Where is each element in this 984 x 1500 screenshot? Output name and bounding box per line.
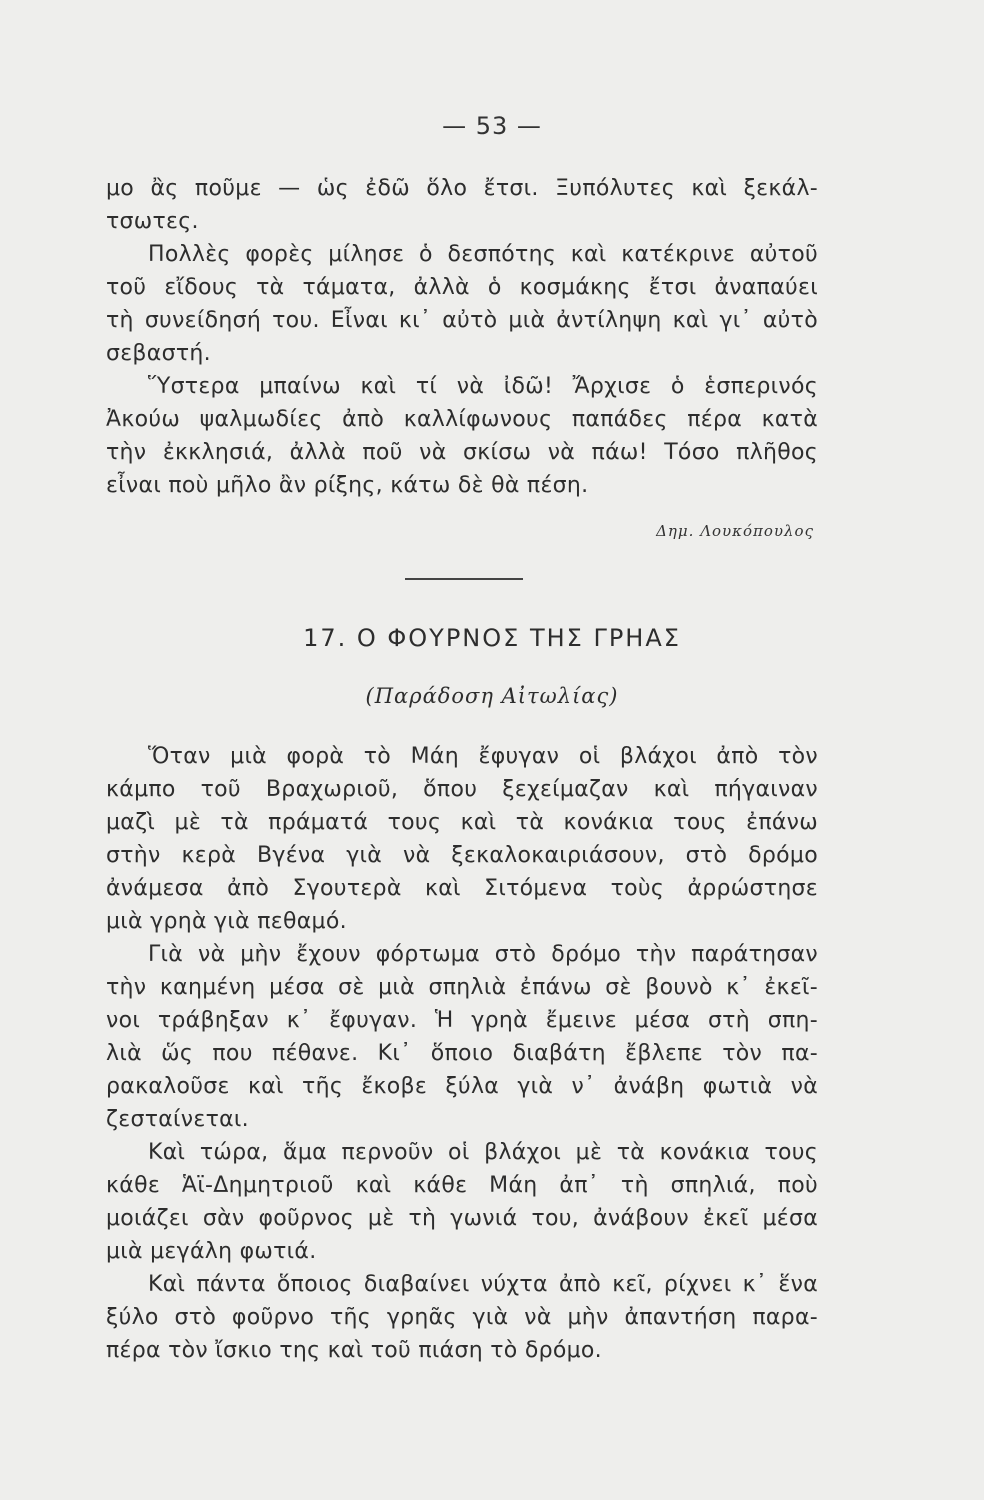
- text-line: τὴν καημένη μέσα σὲ μιὰ σπηλιὰ ἐπάνω σὲ βουνὸ κ᾿ ἐκεῖ-: [106, 975, 818, 1000]
- text-line: λιὰ ὥς που πέθανε. Κι᾿ ὅποιο διαβάτη ἔβλεπε τὸν πα-: [106, 1041, 818, 1066]
- text-line: Πολλὲς φορὲς μίλησε ὁ δεσπότης καὶ κατέκρινε αὐτοῦ: [148, 242, 818, 267]
- text-line: Καὶ πάντα ὅποιος διαβαίνει νύχτα ἀπὸ κεῖ, ρίχνει κ᾿ ἕνα: [148, 1272, 818, 1297]
- text-line: νοι τράβηξαν κ᾿ ἔφυγαν. Ἡ γρηὰ ἔμεινε μέσα στὴ σπη-: [106, 1008, 818, 1033]
- text-line: μο ἂς ποῦμε — ὡς ἐδῶ ὅλο ἔτσι. Ξυπόλυτες καὶ ξεκάλ-: [106, 176, 818, 201]
- author-signature: Δημ. Λουκόπουλος: [656, 522, 814, 540]
- text-line: Ὅταν μιὰ φορὰ τὸ Μάη ἔφυγαν οἱ βλάχοι ἀπὸ τὸν: [148, 744, 818, 769]
- text-line: Ὕστερα μπαίνω καὶ τί νὰ ἰδῶ! Ἄρχισε ὁ ἑσπερινός: [148, 374, 818, 399]
- top-text-block: [106, 172, 818, 502]
- text-line: τὴν ἐκκλησιά, ἀλλὰ ποῦ νὰ σκίσω νὰ πάω! Τόσο πλῆθος: [106, 440, 818, 465]
- section-title: 17. Ο ΦΟΥΡΝΟΣ ΤΗΣ ΓΡΗΑΣ: [303, 624, 681, 652]
- section-divider: [405, 578, 523, 580]
- text-line: ρακαλοῦσε καὶ τῆς ἔκοβε ξύλα γιὰ ν᾿ ἀνάβη φωτιὰ νὰ: [106, 1074, 818, 1099]
- text-line: κάμπο τοῦ Βραχωριοῦ, ὅπου ξεχείμαζαν καὶ πήγαιναν: [106, 777, 818, 802]
- text-line: στὴν κερὰ Βγένα γιὰ νὰ ξεκαλοκαιριάσουν, στὸ δρόμο: [106, 843, 818, 868]
- text-line: σεβαστή.: [106, 341, 211, 366]
- text-line: μοιάζει σὰν φοῦρνος μὲ τὴ γωνιά του, ἀνάβουν ἐκεῖ μέσα: [106, 1206, 818, 1231]
- section-subtitle: (Παράδοση Αἰτωλίας): [365, 684, 619, 708]
- text-line: κάθε Ἁϊ-Δημητριοῦ καὶ κάθε Μάη ἀπ᾿ τὴ σπηλιά, ποὺ: [106, 1173, 818, 1198]
- text-line: Γιὰ νὰ μὴν ἔχουν φόρτωμα στὸ δρόμο τὴν παράτησαν: [148, 942, 818, 967]
- text-line: τοῦ εἴδους τὰ τάματα, ἀλλὰ ὁ κοσμάκης ἔτσι ἀναπαύει: [106, 275, 818, 300]
- text-line: ξύλο στὸ φοῦρνο τῆς γρηᾶς γιὰ νὰ μὴν ἀπαντήση παρα-: [106, 1305, 818, 1330]
- text-line: ζεσταίνεται.: [106, 1107, 249, 1132]
- text-line: πέρα τὸν ἴσκιο της καὶ τοῦ πιάση τὸ δρόμο.: [106, 1338, 602, 1363]
- text-line: μιὰ μεγάλη φωτιά.: [106, 1239, 317, 1264]
- text-line: μιὰ γρηὰ γιὰ πεθαμό.: [106, 909, 347, 934]
- text-line: μαζὶ μὲ τὰ πράματά τους καὶ τὰ κονάκια τους ἐπάνω: [106, 810, 818, 835]
- text-line: ἀνάμεσα ἀπὸ Σγουτερὰ καὶ Σιτόμενα τοὺς ἀρρώστησε: [106, 876, 818, 901]
- text-line: Καὶ τώρα, ἅμα περνοῦν οἱ βλάχοι μὲ τὰ κονάκια τους: [148, 1140, 818, 1165]
- page-number: — 53 —: [442, 112, 542, 140]
- section-text-block: [106, 740, 818, 1367]
- text-line: τὴ συνείδησή του. Εἶναι κι᾿ αὐτὸ μιὰ ἀντίληψη καὶ γι᾿ αὐτὸ: [106, 308, 818, 333]
- text-line: Ἀκούω ψαλμωδίες ἀπὸ καλλίφωνους παπάδες πέρα κατὰ: [106, 407, 818, 432]
- text-line: εἶναι ποὺ μῆλο ἂν ρίξης, κάτω δὲ θὰ πέση.: [106, 473, 589, 498]
- text-line: τσωτες.: [106, 209, 199, 234]
